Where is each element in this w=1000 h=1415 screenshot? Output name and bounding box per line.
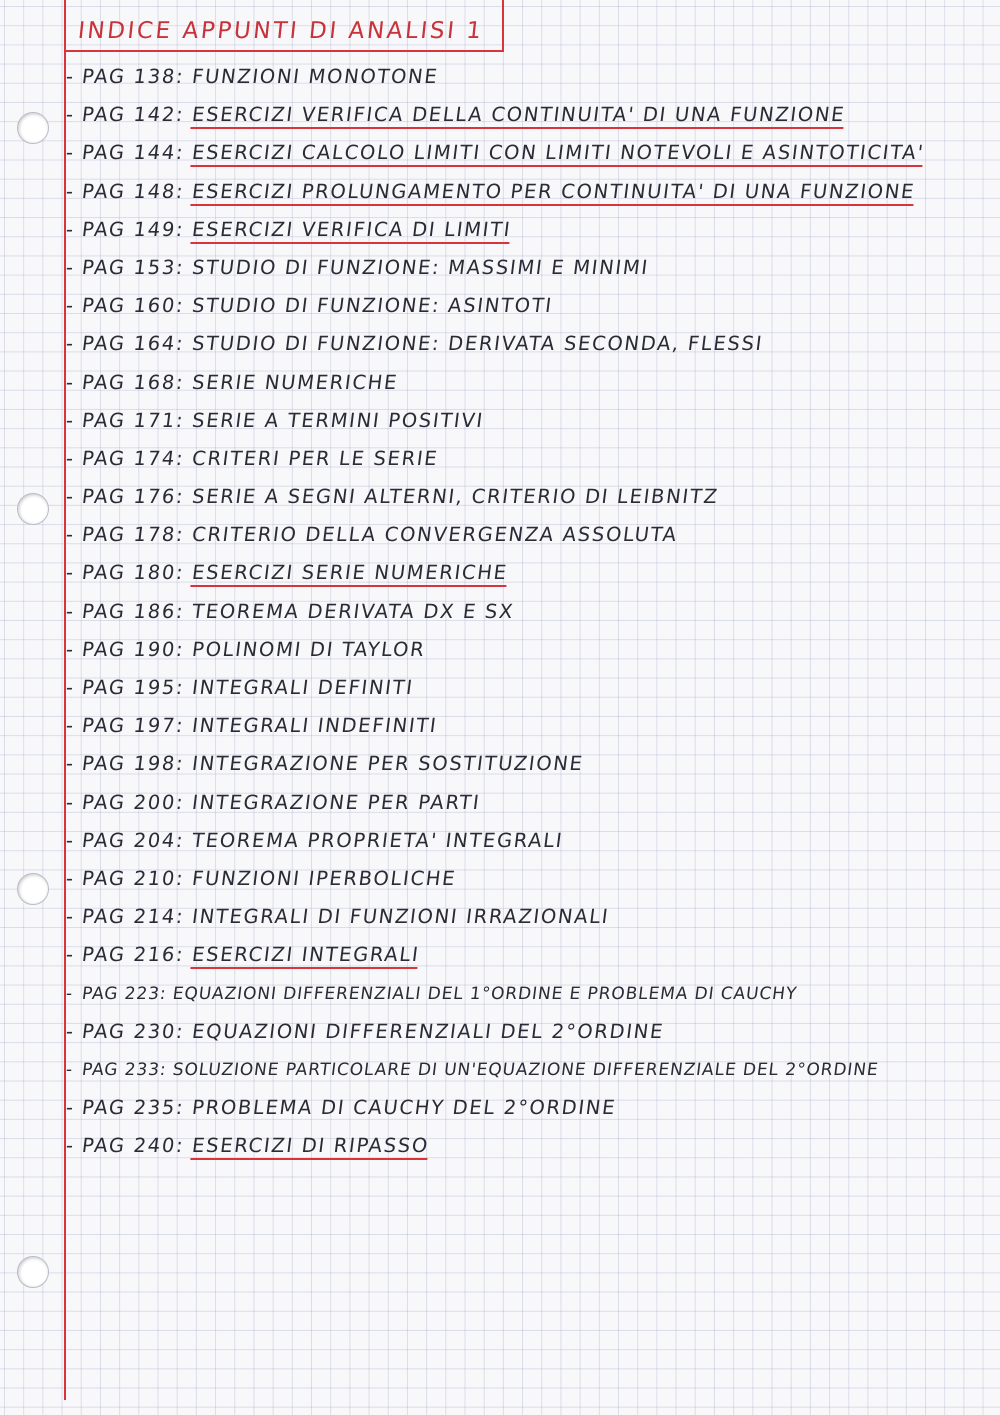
entry-page-number: PAG 186 [80, 599, 178, 623]
index-entry [66, 1015, 996, 1053]
entry-dash: - [64, 255, 77, 279]
entry-dash: - [64, 752, 77, 776]
entry-topic: FUNZIONI MONOTONE [190, 65, 440, 88]
entry-topic: SERIE A SEGNI ALTERNI, CRITERIO DI LEIBNITZ [190, 485, 721, 509]
entry-topic: CRITERIO DELLA CONVERGENZA ASSOLUTA [190, 523, 680, 547]
entry-topic: STUDIO DI FUNZIONE: ASINTOTI [190, 294, 555, 318]
entry-page-number: PAG 235 [80, 1096, 178, 1120]
entry-dash: - [64, 1096, 77, 1120]
entry-line [64, 175, 917, 209]
entry-dash: - [64, 408, 77, 432]
entry-line [64, 60, 441, 94]
index-entry [66, 786, 996, 824]
entry-page-number: PAG 197 [80, 714, 178, 738]
entry-page-number: PAG 168 [80, 370, 178, 394]
entry-topic: INTEGRALI DEFINITI [190, 676, 416, 699]
entry-page-number: PAG 138 [80, 65, 178, 88]
entry-dash: - [64, 866, 77, 890]
entry-topic: STUDIO DI FUNZIONE: MASSIMI E MINIMI [190, 255, 651, 279]
entry-page-number: PAG 180 [80, 561, 178, 585]
entry-page-number: PAG 210 [80, 866, 178, 890]
entry-topic-underlined: ESERCIZI PROLUNGAMENTO PER CONTINUITA' DI UNA FUNZIONE [190, 180, 916, 206]
entry-separator: : [174, 828, 194, 852]
entry-page-number: PAG 233 [80, 1059, 162, 1080]
entry-separator: : [174, 446, 194, 470]
entry-separator: : [174, 332, 194, 356]
entry-separator: : [174, 637, 194, 661]
entry-line [64, 327, 765, 361]
index-entry [66, 747, 996, 785]
entry-line [64, 977, 799, 1011]
entry-line [64, 1129, 431, 1163]
index-entry [66, 633, 996, 671]
entry-topic: INTEGRAZIONE PER PARTI [190, 790, 482, 814]
entry-page-number: PAG 164 [80, 332, 178, 356]
entry-line [64, 556, 510, 590]
entry-topic: EQUAZIONI DIFFERENZIALI DEL 1°ORDINE E PROBLEMA DI CAUCHY [171, 983, 799, 1004]
entry-line [64, 709, 440, 743]
entry-page-number: PAG 204 [80, 828, 178, 852]
entry-line [64, 289, 555, 323]
entry-separator: : [174, 714, 194, 738]
entry-line [64, 1091, 618, 1125]
entry-line [64, 518, 680, 552]
entry-topic-underlined: ESERCIZI DI RIPASSO [190, 1134, 430, 1160]
entry-line [64, 900, 611, 934]
entry-separator: : [174, 65, 194, 88]
index-list [66, 60, 996, 1167]
entry-topic: FUNZIONI IPERBOLICHE [190, 866, 458, 890]
index-entry [66, 977, 996, 1015]
entry-topic-underlined: ESERCIZI VERIFICA DELLA CONTINUITA' DI UNA FUNZIONE [190, 103, 846, 129]
entry-separator: : [174, 943, 194, 967]
entry-topic: TEOREMA PROPRIETA' INTEGRALI [190, 828, 565, 852]
entry-topic: PROBLEMA DI CAUCHY DEL 2°ORDINE [190, 1096, 618, 1120]
entry-line [64, 747, 586, 781]
index-entry [66, 251, 996, 289]
entry-separator: : [174, 103, 194, 127]
entry-separator: : [174, 294, 194, 318]
index-entry [66, 518, 996, 556]
index-entry [66, 938, 996, 976]
entry-line [64, 938, 422, 972]
entry-page-number: PAG 240 [80, 1134, 178, 1158]
entry-topic-underlined: ESERCIZI SERIE NUMERICHE [190, 561, 509, 587]
binder-hole [17, 493, 49, 525]
entry-dash: - [64, 370, 77, 394]
entry-separator: : [174, 485, 194, 509]
entry-line [64, 1053, 881, 1087]
index-entry [66, 480, 996, 518]
entry-page-number: PAG 176 [80, 485, 178, 509]
entry-line [64, 251, 651, 285]
entry-dash: - [64, 983, 75, 1004]
entry-line [64, 671, 416, 705]
index-entry [66, 824, 996, 862]
entry-topic-underlined: ESERCIZI CALCOLO LIMITI CON LIMITI NOTEVOLI E ASINTOTICITA' [190, 141, 925, 167]
entry-dash: - [64, 714, 77, 738]
entry-dash: - [64, 637, 77, 661]
entry-page-number: PAG 149 [80, 217, 178, 241]
entry-page-number: PAG 171 [80, 408, 178, 432]
index-entry [66, 900, 996, 938]
index-entry [66, 60, 996, 98]
entry-dash: - [64, 1059, 75, 1080]
entry-separator: : [174, 255, 194, 279]
entry-dash: - [64, 561, 77, 585]
entry-dash: - [64, 1019, 77, 1043]
entry-page-number: PAG 148 [80, 179, 178, 203]
index-entry [66, 366, 996, 404]
entry-separator: : [174, 217, 194, 241]
entry-separator: : [174, 179, 194, 203]
entry-page-number: PAG 214 [80, 905, 178, 929]
entry-separator: : [174, 599, 194, 623]
entry-dash: - [64, 103, 77, 127]
entry-separator: : [174, 1096, 194, 1120]
entry-separator: : [174, 523, 194, 547]
entry-line [64, 1015, 666, 1049]
entry-line [64, 213, 513, 247]
index-entry [66, 289, 996, 327]
entry-topic: EQUAZIONI DIFFERENZIALI DEL 2°ORDINE [190, 1019, 666, 1043]
entry-topic-underlined: ESERCIZI VERIFICA DI LIMITI [190, 218, 512, 244]
entry-line [64, 442, 440, 476]
binder-hole [17, 873, 49, 905]
entry-line [64, 404, 486, 438]
index-entry [66, 327, 996, 365]
entry-topic-underlined: ESERCIZI INTEGRALI [190, 943, 420, 969]
entry-dash: - [64, 485, 77, 509]
entry-topic: POLINOMI DI TAYLOR [190, 637, 427, 661]
index-entry [66, 98, 996, 136]
entry-dash: - [64, 332, 77, 356]
entry-separator: : [174, 408, 194, 432]
entry-dash: - [64, 217, 77, 241]
entry-page-number: PAG 142 [80, 103, 178, 127]
entry-page-number: PAG 190 [80, 637, 178, 661]
entry-separator: : [174, 141, 194, 165]
index-entry [66, 862, 996, 900]
index-entry [66, 595, 996, 633]
entry-line [64, 862, 458, 896]
entry-page-number: PAG 230 [80, 1019, 178, 1043]
entry-line [64, 633, 427, 667]
entry-dash: - [64, 790, 77, 814]
index-entry [66, 404, 996, 442]
entry-separator: : [174, 561, 194, 585]
entry-separator: : [174, 752, 194, 776]
index-entry [66, 1091, 996, 1129]
binder-hole [17, 112, 49, 144]
index-entry [66, 136, 996, 174]
entry-dash: - [64, 943, 77, 967]
index-entry [66, 709, 996, 747]
entry-topic: INTEGRALI DI FUNZIONI IRRAZIONALI [190, 905, 611, 929]
entry-topic: INTEGRAZIONE PER SOSTITUZIONE [190, 752, 586, 776]
entry-topic: TEOREMA DERIVATA DX E SX [190, 599, 516, 623]
entry-dash: - [64, 141, 77, 165]
entry-topic: SERIE NUMERICHE [190, 370, 400, 394]
entry-separator: : [174, 370, 194, 394]
entry-page-number: PAG 198 [80, 752, 178, 776]
entry-page-number: PAG 195 [80, 676, 178, 699]
entry-line [64, 595, 516, 629]
entry-separator: : [158, 1059, 174, 1080]
index-entry [66, 175, 996, 213]
entry-dash: - [64, 294, 77, 318]
entry-separator: : [174, 1019, 194, 1043]
entry-dash: - [64, 676, 77, 699]
index-entry [66, 1129, 996, 1167]
entry-page-number: PAG 200 [80, 790, 178, 814]
entry-separator: : [174, 905, 194, 929]
entry-topic: SOLUZIONE PARTICOLARE DI UN'EQUAZIONE DIFFERENZIALE DEL 2°ORDINE [171, 1059, 880, 1080]
index-entry [66, 442, 996, 480]
entry-page-number: PAG 216 [80, 943, 178, 967]
entry-topic: INTEGRALI INDEFINITI [190, 714, 439, 738]
entry-dash: - [64, 599, 77, 623]
entry-page-number: PAG 160 [80, 294, 178, 318]
binder-hole [17, 1256, 49, 1288]
entry-dash: - [64, 523, 77, 547]
entry-line [64, 824, 565, 858]
index-entry [66, 556, 996, 594]
entry-page-number: PAG 153 [80, 255, 178, 279]
entry-topic: CRITERI PER LE SERIE [190, 446, 440, 470]
entry-line [64, 366, 400, 400]
entry-page-number: PAG 223 [80, 983, 162, 1004]
entry-page-number: PAG 144 [80, 141, 178, 165]
entry-dash: - [64, 828, 77, 852]
entry-line [64, 480, 721, 514]
entry-page-number: PAG 178 [80, 523, 178, 547]
entry-line [64, 98, 847, 132]
entry-dash: - [64, 905, 77, 929]
entry-line [64, 786, 483, 820]
entry-separator: : [174, 790, 194, 814]
index-entry [66, 1053, 996, 1091]
entry-separator: : [174, 1134, 194, 1158]
entry-dash: - [64, 1134, 77, 1158]
page-title: INDICE APPUNTI DI ANALISI 1 [76, 18, 486, 44]
entry-topic: SERIE A TERMINI POSITIVI [190, 408, 486, 432]
index-entry [66, 671, 996, 709]
entry-separator: : [158, 983, 174, 1004]
entry-separator: : [174, 676, 194, 699]
entry-dash: - [64, 446, 77, 470]
entry-dash: - [64, 179, 77, 203]
entry-dash: - [64, 65, 77, 88]
entry-page-number: PAG 174 [80, 446, 178, 470]
index-entry [66, 213, 996, 251]
entry-separator: : [174, 866, 194, 890]
entry-line [64, 136, 927, 170]
entry-topic: STUDIO DI FUNZIONE: DERIVATA SECONDA, FLESSI [190, 332, 765, 356]
